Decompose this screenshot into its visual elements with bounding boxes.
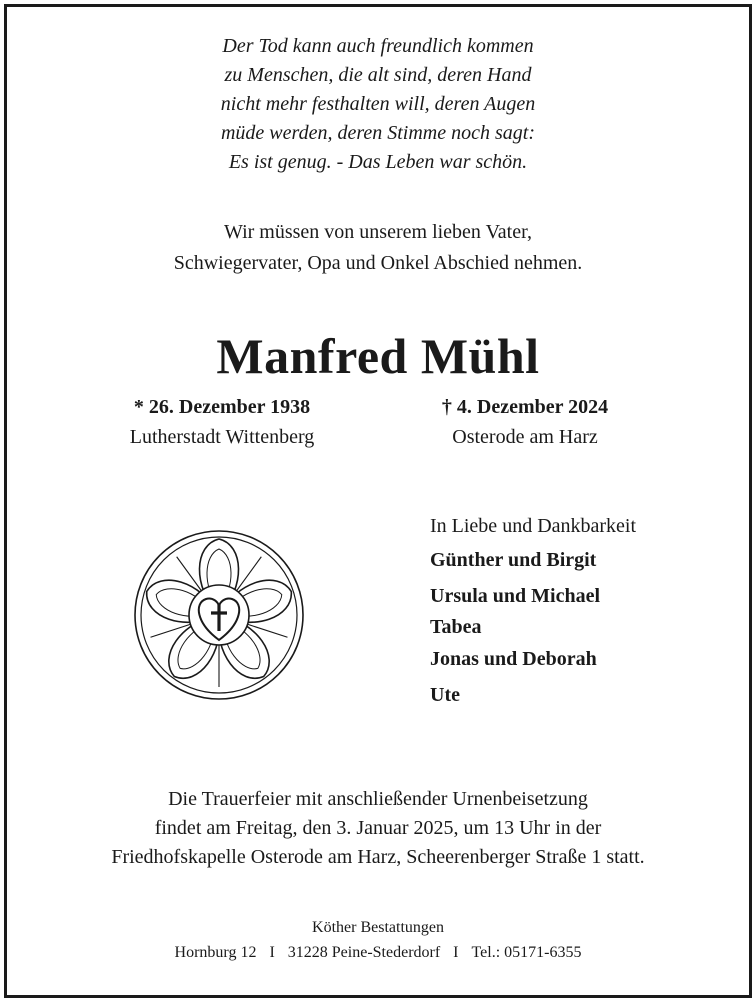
phone-number: Tel.: 05171-6355 <box>471 944 582 961</box>
luther-rose-icon <box>134 515 304 715</box>
family-name: Ursula und Michael <box>430 585 601 607</box>
service-line: findet am Freitag, den 3. Januar 2025, um 13 Uhr in der <box>154 817 602 839</box>
address-city: 31228 Peine-Stederdorf <box>287 944 441 961</box>
funeral-home-name: Köther Bestattungen <box>312 919 444 936</box>
poem-line: Es ist genug. - Das Leben war schön. <box>228 151 528 173</box>
service-line: Friedhofskapelle Osterode am Harz, Scheerenberger Straße 1 statt. <box>111 846 645 868</box>
birth-info <box>102 392 342 452</box>
death-date: † 4. Dezember 2024 <box>441 396 609 418</box>
address-separator: I <box>453 944 459 961</box>
family-name: Ute <box>430 684 460 706</box>
funeral-home-address <box>0 940 756 965</box>
poem-line: zu Menschen, die alt sind, deren Hand <box>224 64 532 86</box>
address-separator: I <box>269 944 275 961</box>
funeral-home-footer <box>0 915 756 965</box>
service-line: Die Trauerfeier mit anschließender Urnenbeisetzung <box>168 788 588 810</box>
family-intro: In Liebe und Dankbarkeit <box>430 515 637 537</box>
intro-text <box>0 217 756 279</box>
family-list <box>430 510 636 713</box>
death-info <box>405 392 645 452</box>
poem <box>0 32 756 177</box>
birth-date: * 26. Dezember 1938 <box>133 396 311 418</box>
birth-place: Lutherstadt Wittenberg <box>129 426 315 448</box>
poem-line: müde werden, deren Stimme noch sagt: <box>220 122 535 144</box>
death-place: Osterode am Harz <box>452 426 598 448</box>
deceased-name: Manfred Mühl <box>216 328 540 384</box>
poem-line: nicht mehr festhalten will, deren Augen <box>220 93 536 115</box>
intro-line: Wir müssen von unserem lieben Vater, <box>224 221 532 243</box>
intro-line: Schwiegervater, Opa und Onkel Abschied nehmen. <box>173 252 583 274</box>
address-street: Hornburg 12 <box>174 944 257 961</box>
poem-line: Der Tod kann auch freundlich kommen <box>222 35 534 57</box>
family-name: Günther und Birgit <box>430 549 597 571</box>
family-name: Jonas und Deborah <box>430 648 597 670</box>
family-name: Tabea <box>430 616 482 638</box>
service-details <box>0 785 756 872</box>
